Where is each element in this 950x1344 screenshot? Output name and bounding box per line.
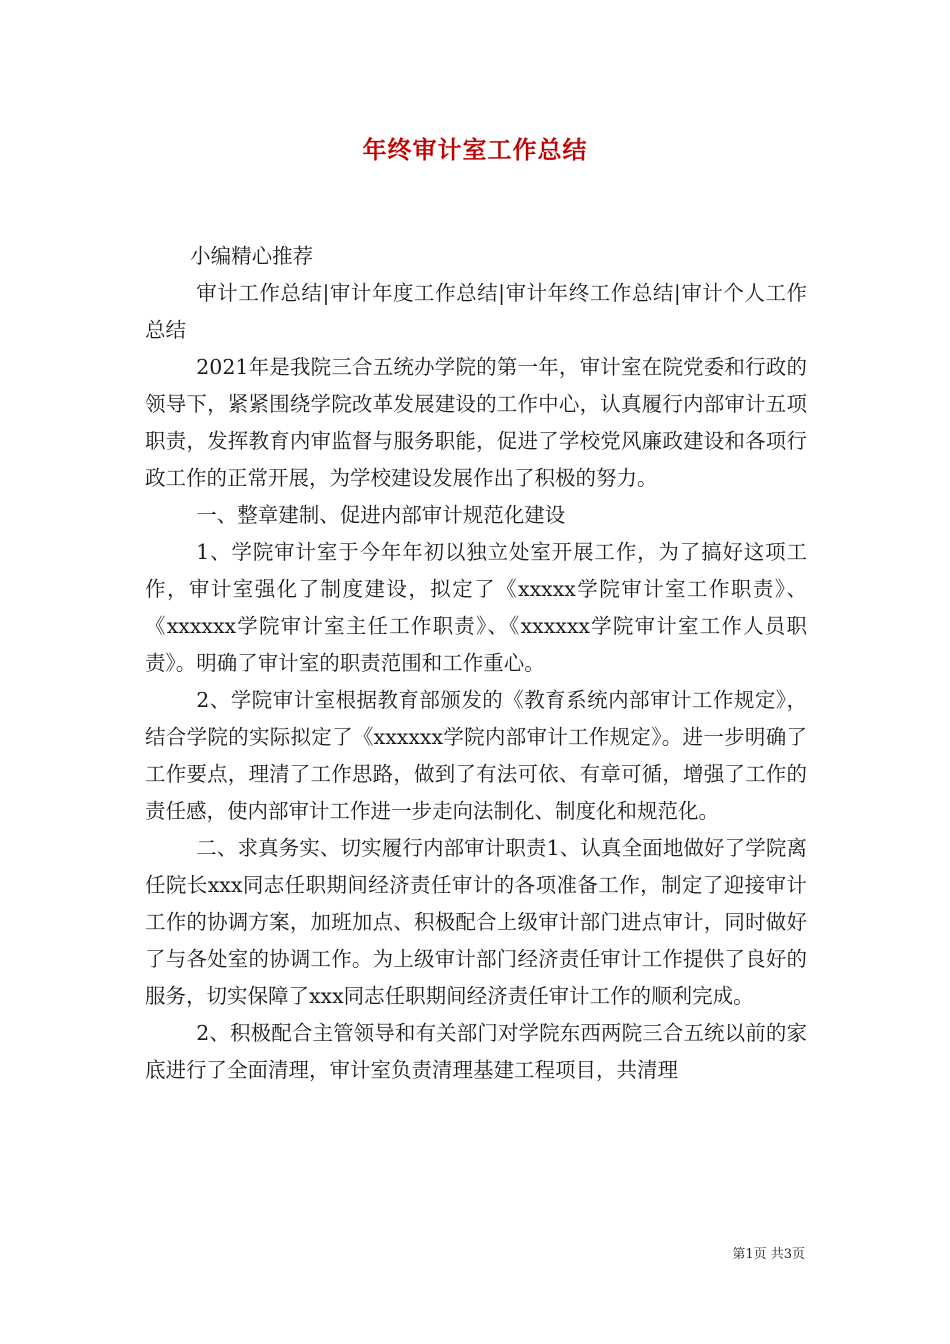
page-number: 第1页 共3页 — [732, 1247, 805, 1262]
document-body — [145, 238, 807, 1089]
paragraph-related-links: 审计工作总结|审计年度工作总结|审计年终工作总结|审计个人工作总结 — [145, 281, 807, 342]
document-title: 年终审计室工作总结 — [362, 136, 588, 164]
paragraph-item-1: 1、学院审计室于今年年初以独立处室开展工作，为了搞好这项工作，审计室强化了制度建设，拟定了《xxxxx学院审计室工作职责》、《xxxxxx学院审计室主任工作职责》、《xxxxxx学院审计室工作人员职责》。明确了审计室的职责范围和工作重心。 — [145, 540, 807, 675]
paragraph-section-one-heading: 一、整章建制、促进内部审计规范化建设 — [196, 503, 566, 527]
paragraph-item-2b: 2、积极配合主管领导和有关部门对学院东西两院三合五统以前的家底进行了全面清理，审计室负责清理基建工程项目，共清理 — [145, 1021, 807, 1082]
paragraph-item-2: 2、学院审计室根据教育部颁发的《教育系统内部审计工作规定》，结合学院的实际拟定了《xxxxxx学院内部审计工作规定》。进一步明确了工作要点，理清了工作思路，做到了有法可依、有章可循，增强了工作的责任感，使内部审计工作进一步走向法制化、制度化和规范化。 — [145, 688, 807, 823]
paragraph-section-two: 二、求真务实、切实履行内部审计职责1、认真全面地做好了学院离任院长xxx同志任职期间经济责任审计的各项准备工作，制定了迎接审计工作的协调方案，加班加点、积极配合上级审计部门进点审计，同时做好了与各处室的协调工作。为上级审计部门经济责任审计工作提供了良好的服务，切实保障了xxx同志任职期间经济责任审计工作的顺利完成。 — [145, 836, 807, 1008]
paragraph-recommend: 小编精心推荐 — [190, 244, 314, 268]
paragraph-intro: 2021年是我院三合五统办学院的第一年，审计室在院党委和行政的领导下，紧紧围绕学院改革发展建设的工作中心，认真履行内部审计五项职责，发挥教育内审监督与服务职能，促进了学校党风廉政建设和各项行政工作的正常开展，为学校建设发展作出了积极的努力。 — [145, 355, 807, 490]
